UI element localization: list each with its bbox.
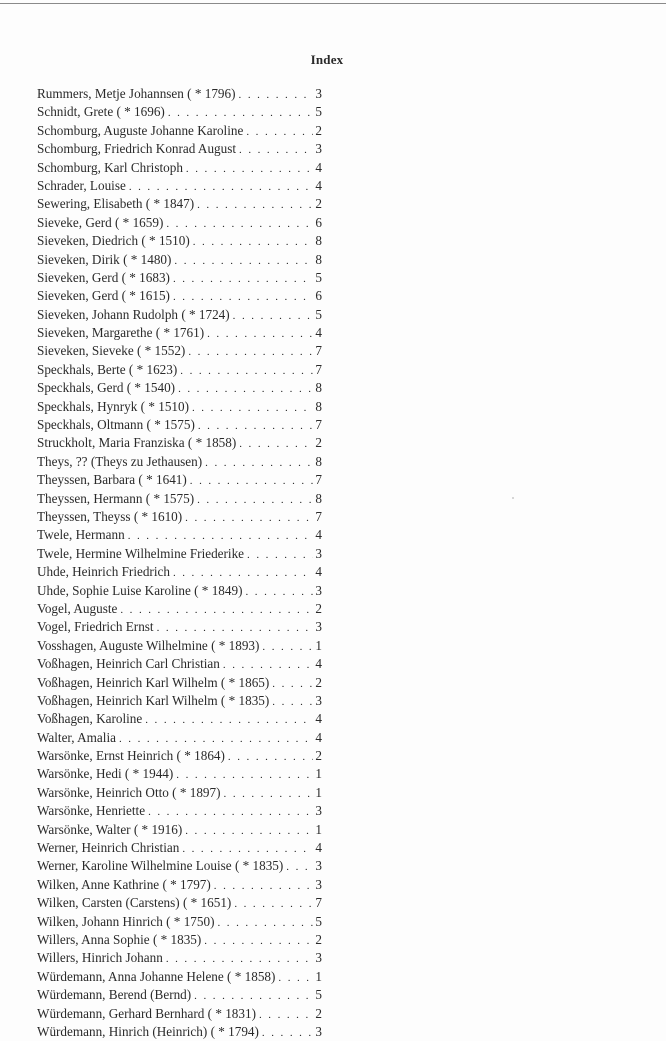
entry-page-number: 4 (315, 840, 322, 856)
dot-leader (116, 730, 313, 747)
index-entry (37, 710, 322, 728)
index-entry (37, 637, 322, 655)
index-entry (37, 968, 322, 986)
dot-leader (220, 656, 313, 673)
dot-leader (211, 877, 313, 894)
entry-name: Sieveken, Johann Rudolph ( * 1724) (37, 306, 230, 322)
index-entry (37, 821, 322, 839)
entry-name: Sieveken, Gerd ( * 1683) (37, 269, 170, 285)
entry-name: Würdemann, Berend (Bernd) (37, 987, 192, 1003)
dot-leader (170, 564, 313, 581)
dot-leader (244, 546, 313, 563)
entry-page-number: 8 (315, 233, 322, 249)
index-entry (37, 894, 322, 912)
entry-name: Uhde, Heinrich Friedrich (37, 564, 170, 580)
dot-leader (236, 435, 313, 452)
entry-name: Sewering, Elisabeth ( * 1847) (37, 196, 195, 212)
index-entry (37, 1005, 322, 1023)
index-entry (37, 434, 322, 452)
entry-page-number: 2 (315, 931, 322, 947)
index-entry (37, 177, 322, 195)
index-entry (37, 103, 322, 121)
dot-leader (190, 233, 313, 250)
index-entry (37, 85, 322, 103)
dot-leader (204, 325, 313, 342)
entry-page-number: 3 (315, 86, 322, 101)
dot-leader (165, 104, 313, 121)
dot-leader (154, 619, 313, 636)
entry-page-number: 8 (315, 453, 322, 469)
entry-page-number: 4 (315, 729, 322, 745)
entry-name: Sieveken, Gerd ( * 1615) (37, 288, 170, 304)
entry-page-number: 2 (315, 122, 322, 138)
index-entry (37, 986, 322, 1004)
index-list (37, 85, 322, 1041)
dot-leader (269, 693, 313, 710)
index-entry (37, 618, 322, 636)
index-entry (37, 490, 322, 508)
entry-page-number: 3 (315, 141, 322, 157)
entry-page-number: 7 (315, 895, 322, 911)
entry-page-number: 1 (315, 637, 322, 653)
dot-leader (269, 675, 313, 692)
entry-page-number: 8 (315, 251, 322, 267)
index-entry (37, 876, 322, 894)
page-top-edge (0, 3, 666, 4)
dot-leader (183, 160, 313, 177)
entry-page-number: 8 (315, 380, 322, 396)
dot-leader (242, 583, 313, 600)
entry-name: Sieveken, Sieveke ( * 1552) (37, 343, 186, 359)
entry-name: Schrader, Louise (37, 177, 126, 193)
dot-leader (142, 711, 313, 728)
page-title: Index (310, 52, 344, 67)
entry-page-number: 3 (315, 876, 322, 892)
entry-page-number: 2 (315, 600, 322, 616)
dot-leader (230, 307, 313, 324)
entry-name: Rummers, Metje Johannsen ( * 1796) (37, 86, 236, 101)
entry-name: Warsönke, Heinrich Otto ( * 1897) (37, 784, 221, 800)
entry-page-number: 3 (315, 803, 322, 819)
dot-leader (117, 601, 313, 618)
index-entry (37, 140, 322, 158)
scan-speck (512, 497, 514, 499)
index-entry (37, 949, 322, 967)
index-entry (37, 545, 322, 563)
index-entry (37, 398, 322, 416)
entry-name: Wilken, Carsten (Carstens) ( * 1651) (37, 895, 232, 911)
entry-name: Speckhals, Berte ( * 1623) (37, 361, 178, 377)
index-entry (37, 379, 322, 397)
entry-page-number: 7 (315, 508, 322, 524)
dot-leader (170, 270, 313, 287)
dot-leader (194, 491, 313, 508)
dot-leader (145, 803, 313, 820)
index-entry (37, 582, 322, 600)
index-entry (37, 453, 322, 471)
dot-leader (189, 399, 313, 416)
entry-page-number: 4 (315, 177, 322, 193)
index-entry (37, 747, 322, 765)
entry-name: Voßhagen, Heinrich Karl Wilhelm ( * 1865) (37, 674, 270, 690)
index-entry (37, 159, 322, 177)
index-entry (37, 306, 322, 324)
dot-leader (259, 1024, 313, 1041)
entry-name: Sieveken, Margarethe ( * 1761) (37, 325, 205, 341)
entry-name: Sieveken, Dirik ( * 1480) (37, 251, 172, 267)
entry-name: Walter, Amalia (37, 729, 116, 745)
dot-leader (225, 748, 313, 765)
entry-page-number: 8 (315, 490, 322, 506)
entry-name: Willers, Anna Sophie ( * 1835) (37, 931, 202, 947)
entry-name: Wilken, Anne Kathrine ( * 1797) (37, 876, 211, 892)
index-entry (37, 913, 322, 931)
dot-leader (125, 527, 313, 544)
dot-leader (283, 858, 313, 875)
entry-page-number: 4 (315, 656, 322, 672)
dot-leader (187, 472, 313, 489)
entry-name: Sieveken, Diedrich ( * 1510) (37, 233, 190, 249)
dot-leader (182, 509, 313, 526)
index-entry (37, 600, 322, 618)
dot-leader (175, 380, 313, 397)
entry-page-number: 5 (315, 269, 322, 285)
entry-name: Sieveke, Gerd ( * 1659) (37, 214, 164, 230)
dot-leader (221, 785, 313, 802)
entry-page-number: 2 (315, 435, 322, 451)
entry-name: Willers, Hinrich Johann (37, 950, 163, 966)
dot-leader (275, 969, 313, 986)
index-entry (37, 508, 322, 526)
entry-page-number: 3 (315, 692, 322, 708)
entry-name: Schnidt, Grete ( * 1696) (37, 104, 165, 120)
entry-page-number: 3 (315, 582, 322, 598)
index-entry (37, 214, 322, 232)
entry-page-number: 2 (315, 1005, 322, 1021)
entry-page-number: 8 (315, 398, 322, 414)
index-entry (37, 361, 322, 379)
dot-leader (231, 895, 313, 912)
dot-leader (170, 288, 313, 305)
entry-name: Würdemann, Anna Johanne Helene ( * 1858) (37, 968, 276, 984)
entry-name: Schomburg, Karl Christoph (37, 159, 183, 175)
dot-leader (256, 1006, 313, 1023)
dot-leader (185, 343, 313, 360)
entry-page-number: 6 (315, 288, 322, 304)
index-entry (37, 1023, 322, 1041)
entry-page-number: 5 (315, 104, 322, 120)
entry-name: Schomburg, Friedrich Konrad August (37, 141, 237, 157)
entry-page-number: 1 (315, 968, 322, 984)
index-entry (37, 839, 322, 857)
index-entry (37, 269, 322, 287)
entry-name: Speckhals, Gerd ( * 1540) (37, 380, 176, 396)
entry-page-number: 1 (315, 784, 322, 800)
index-entry (37, 526, 322, 544)
dot-leader (201, 932, 313, 949)
index-entry (37, 563, 322, 581)
index-entry (37, 471, 322, 489)
entry-name: Voßhagen, Heinrich Carl Christian (37, 656, 220, 672)
entry-page-number: 4 (315, 159, 322, 175)
dot-leader (173, 766, 313, 783)
entry-name: Uhde, Sophie Luise Karoline ( * 1849) (37, 582, 243, 598)
dot-leader (259, 638, 313, 655)
entry-page-number: 3 (315, 619, 322, 635)
dot-leader (171, 252, 313, 269)
entry-name: Würdemann, Hinrich (Heinrich) ( * 1794) (37, 1023, 259, 1039)
entry-name: Warsönke, Henriette (37, 803, 146, 819)
entry-page-number: 3 (315, 950, 322, 966)
entry-page-number: 7 (315, 343, 322, 359)
dot-leader (195, 417, 313, 434)
entry-name: Werner, Karoline Wilhelmine Louise ( * 1835) (37, 858, 284, 874)
entry-page-number: 7 (315, 361, 322, 377)
entry-name: Theys, ?? (Theys zu Jethausen) (37, 453, 203, 469)
entry-page-number: 1 (315, 766, 322, 782)
entry-name: Vogel, Friedrich Ernst (37, 619, 154, 635)
index-entry (37, 729, 322, 747)
dot-leader (202, 454, 313, 471)
dot-leader (163, 950, 313, 967)
entry-name: Würdemann, Gerhard Bernhard ( * 1831) (37, 1005, 256, 1021)
index-entry (37, 655, 322, 673)
dot-leader (126, 178, 313, 195)
entry-page-number: 4 (315, 325, 322, 341)
entry-name: Vogel, Auguste (37, 600, 118, 616)
entry-name: Speckhals, Hynryk ( * 1510) (37, 398, 189, 414)
index-entry (37, 857, 322, 875)
entry-name: Werner, Heinrich Christian (37, 840, 180, 856)
entry-page-number: 5 (315, 913, 322, 929)
entry-name: Theyssen, Theyss ( * 1610) (37, 508, 183, 524)
entry-page-number: 6 (315, 214, 322, 230)
entry-name: Warsönke, Ernst Heinrich ( * 1864) (37, 748, 225, 764)
entry-page-number: 7 (315, 417, 322, 433)
entry-name: Warsönke, Hedi ( * 1944) (37, 766, 174, 782)
entry-name: Vosshagen, Auguste Wilhelmine ( * 1893) (37, 637, 260, 653)
entry-name: Twele, Hermann (37, 527, 125, 543)
index-entry (37, 232, 322, 250)
dot-leader (214, 914, 313, 931)
dot-leader (194, 196, 313, 213)
dot-leader (236, 141, 313, 158)
entry-page-number: 3 (315, 858, 322, 874)
index-entry (37, 692, 322, 710)
entry-page-number: 4 (315, 564, 322, 580)
entry-page-number: 2 (315, 748, 322, 764)
dot-leader (243, 123, 313, 140)
entry-page-number: 1 (315, 821, 322, 837)
dot-leader (177, 362, 313, 379)
dot-leader (182, 822, 313, 839)
entry-name: Speckhals, Oltmann ( * 1575) (37, 417, 195, 433)
entry-name: Twele, Hermine Wilhelmine Friederike (37, 545, 245, 561)
index-entry (37, 342, 322, 360)
entry-name: Warsönke, Walter ( * 1916) (37, 821, 183, 837)
index-entry (37, 122, 322, 140)
entry-page-number: 4 (315, 711, 322, 727)
entry-name: Voßhagen, Heinrich Karl Wilhelm ( * 1835) (37, 692, 270, 708)
dot-leader (179, 840, 313, 857)
index-entry (37, 765, 322, 783)
entry-page-number: 2 (315, 674, 322, 690)
index-entry (37, 287, 322, 305)
index-entry (37, 324, 322, 342)
entry-page-number: 7 (315, 472, 322, 488)
entry-name: Wilken, Johann Hinrich ( * 1750) (37, 913, 215, 929)
entry-page-number: 4 (315, 527, 322, 543)
index-entry (37, 251, 322, 269)
entry-page-number: 3 (315, 1023, 322, 1039)
index-entry (37, 802, 322, 820)
entry-page-number: 5 (315, 306, 322, 322)
index-entry (37, 674, 322, 692)
dot-leader (163, 215, 313, 232)
entry-name: Struckholt, Maria Franziska ( * 1858) (37, 435, 237, 451)
entry-name: Theyssen, Hermann ( * 1575) (37, 490, 195, 506)
entry-page-number: 3 (315, 545, 322, 561)
entry-page-number: 5 (315, 987, 322, 1003)
index-entry (37, 784, 322, 802)
entry-page-number: 2 (315, 196, 322, 212)
entry-name: Theyssen, Barbara ( * 1641) (37, 472, 187, 488)
entry-name: Voßhagen, Karoline (37, 711, 143, 727)
entry-name: Schomburg, Auguste Johanne Karoline (37, 122, 244, 138)
index-entry (37, 195, 322, 213)
index-entry (37, 416, 322, 434)
index-entry (37, 931, 322, 949)
dot-leader (236, 86, 313, 103)
